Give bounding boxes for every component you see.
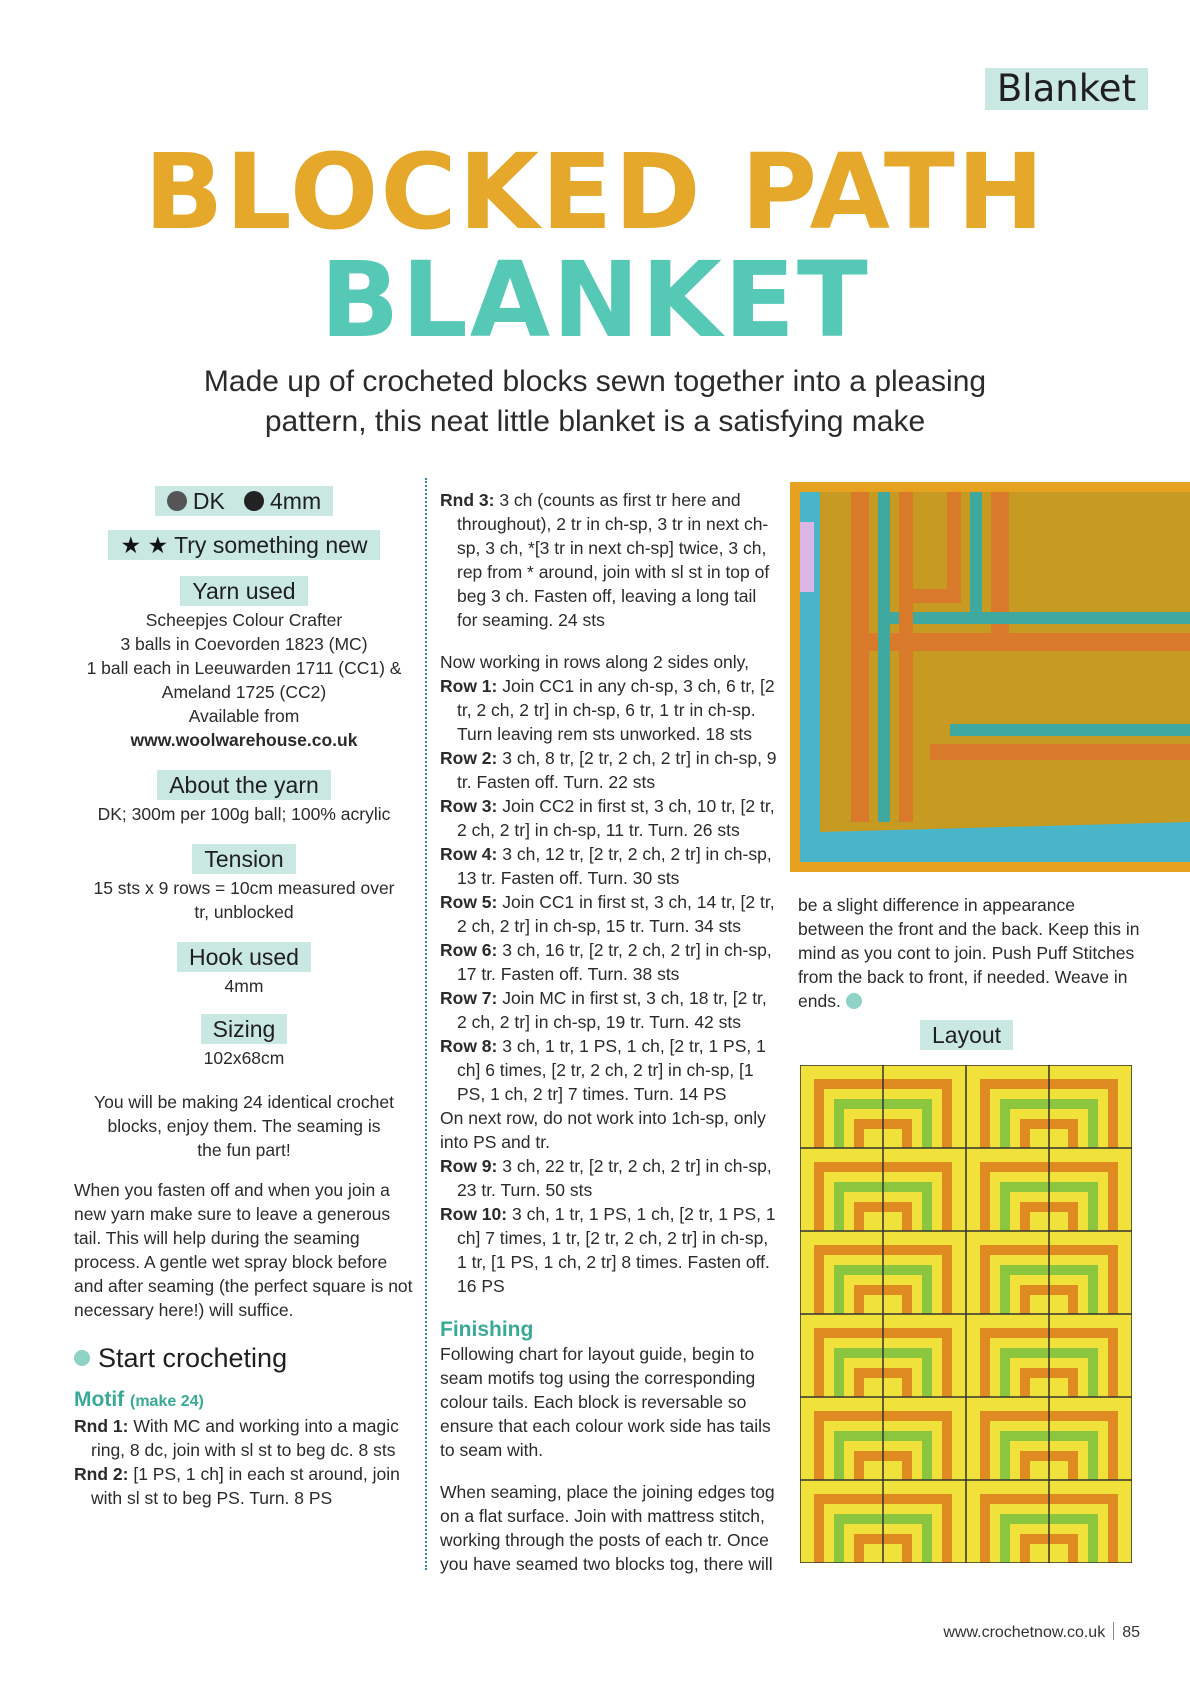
pattern-round: [74, 1462, 414, 1510]
sizing-text: 102x68cm: [203, 1048, 285, 1068]
section-tag: Blanket: [985, 68, 1148, 110]
pattern-row: [440, 890, 780, 938]
row-text: 3 ch, 22 tr, [2 tr, 2 ch, 2 tr] in ch-sp, 23 tr. Turn. 50 sts: [457, 1156, 772, 1200]
hook-size-label: 4mm: [270, 488, 322, 514]
round-text: With MC and working into a magic ring, 8 dc, join with sl st to beg dc. 8 sts: [91, 1416, 399, 1460]
standfirst: [80, 362, 1110, 442]
row-label: Row 5:: [440, 892, 498, 912]
row-text: 3 ch, 1 tr, 1 PS, 1 ch, [2 tr, 1 PS, 1 ch] 7 times, 1 tr, [2 tr, 2 ch, 2 tr] in ch-sp, 1 tr, [1 PS, 1 ch, 2 tr] 8 times. Fasten off. 16 PS: [457, 1204, 776, 1296]
pattern-row: [440, 1202, 780, 1298]
tension-text: [74, 876, 414, 924]
standfirst-line-1: Made up of crocheted blocks sewn together into a pleasing: [203, 365, 987, 398]
row-text: 3 ch, 1 tr, 1 PS, 1 ch, [2 tr, 1 PS, 1 ch] 6 times, [2 tr, 2 ch, 2 tr] in ch-sp, [1 PS, 1 ch, 2 tr] 7 times. Turn. 14 PS: [457, 1036, 766, 1104]
yarn-line: Scheepjes Colour Crafter: [145, 610, 343, 630]
continuation-text: [798, 893, 1143, 1013]
blanket-photo: [800, 492, 1190, 862]
row-label: Row 4:: [440, 844, 498, 864]
yarn-line: 3 balls in Coevorden 1823 (MC): [120, 634, 368, 654]
row-text: 3 ch, 16 tr, [2 tr, 2 ch, 2 tr] in ch-sp, 17 tr. Fasten off. Turn. 38 sts: [457, 940, 772, 984]
row-label: Row 8:: [440, 1036, 498, 1056]
motif-make-count: (make 24): [130, 1393, 204, 1410]
row-label: Row 9:: [440, 1156, 498, 1176]
layout-heading-wrap: [920, 1012, 1013, 1050]
next-row-note: On next row, do not work into 1ch-sp, only into PS and tr.: [440, 1108, 766, 1152]
yarn-supplier-link[interactable]: www.woolwarehouse.co.uk: [130, 730, 358, 750]
pattern-row: [440, 986, 780, 1034]
row-label: Row 3:: [440, 796, 498, 816]
row-text: 3 ch, 12 tr, [2 tr, 2 ch, 2 tr] in ch-sp, 13 tr. Fasten off. Turn. 30 sts: [457, 844, 772, 888]
weight-label: DK: [192, 488, 225, 514]
intro-text: You will be making 24 identical crochet blocks, enjoy them. The seaming is the fun part!: [94, 1092, 394, 1160]
layout-chart-graphic: [800, 1065, 1132, 1563]
footer-separator: [1113, 1622, 1114, 1640]
hook-used-heading: Hook used: [177, 942, 311, 972]
finishing-text: Following chart for layout guide, begin to seam motifs tog using the corresponding colour tails. Each block is reversable so ensure that each colour work side has tails to seam with.: [440, 1344, 771, 1460]
pattern-row: [440, 1154, 780, 1202]
pattern-row: [440, 746, 780, 794]
continuation-paragraph: be a slight difference in appearance between the front and the back. Keep this in mind as you cont to join. Push Puff Stitches from the back to front, if needed. Weave in ends.: [798, 895, 1140, 1011]
page-number: 85: [1122, 1624, 1140, 1641]
yarn-line: 1 ball each in Leeuwarden 1711 (CC1) &: [86, 658, 402, 678]
row-label: Row 10:: [440, 1204, 508, 1224]
yarn-line: Available from: [188, 706, 300, 726]
yarn-ball-icon: [74, 1350, 90, 1366]
tension-line: tr, unblocked: [194, 902, 294, 922]
star-icon: ★: [120, 532, 142, 558]
layout-chart: [800, 1065, 1132, 1563]
row-text: 3 ch, 8 tr, [2 tr, 2 ch, 2 tr] in ch-sp, 9 tr. Fasten off. Turn. 22 sts: [457, 748, 777, 792]
yarn-line: Ameland 1725 (CC2): [161, 682, 327, 702]
pattern-round: [440, 488, 780, 632]
sizing-heading: Sizing: [201, 1014, 288, 1044]
row-text: Join MC in first st, 3 ch, 18 tr, [2 tr, 2 ch, 2 tr] in ch-sp, 19 tr. Turn. 42 sts: [457, 988, 767, 1032]
round-label: Rnd 2:: [74, 1464, 129, 1484]
motif-heading: [74, 1388, 414, 1414]
motif-label: Motif: [74, 1388, 125, 1411]
pattern-row: [440, 842, 780, 890]
layout-heading: Layout: [920, 1020, 1013, 1050]
title-line-1: BLOCKED PATH: [144, 131, 1046, 253]
info-column: [74, 478, 414, 1510]
pattern-row: [440, 1034, 780, 1106]
tension-heading: Tension: [192, 844, 295, 874]
column-divider: [425, 478, 427, 1570]
rows-list: [440, 674, 780, 1106]
yarn-ball-icon: [167, 491, 187, 511]
row-label: Row 1:: [440, 676, 498, 696]
round-text: [1 PS, 1 ch] in each st around, join with sl st to beg PS. Turn. 8 PS: [91, 1464, 400, 1508]
rows-intro: Now working in rows along 2 sides only,: [440, 652, 749, 672]
standfirst-line-2: pattern, this neat little blanket is a satisfying make: [264, 405, 926, 438]
tips-text: When you fasten off and when you join a new yarn make sure to leave a generous tail. This will help during the seaming process. A gentle wet spray block before and after seaming (the perfect square is not necessary here!) will suffice.: [74, 1180, 413, 1320]
round-label: Rnd 1:: [74, 1416, 129, 1436]
pattern-row: [440, 674, 780, 746]
row-text: Join CC1 in any ch-sp, 3 ch, 6 tr, [2 tr, 2 ch, 2 tr] in ch-sp, 6 tr, 1 tr in ch-sp. Turn leaving rem sts unworked. 18 sts: [457, 676, 775, 744]
weight-hook-badge: [155, 486, 333, 516]
row-label: Row 7:: [440, 988, 498, 1008]
title-line-2: BLANKET: [320, 239, 870, 361]
pattern-round: [74, 1414, 414, 1462]
hook-icon: [244, 491, 264, 511]
yarn-ball-icon: [846, 993, 862, 1009]
row-text: Join CC2 in first st, 3 ch, 10 tr, [2 tr, 2 ch, 2 tr] in ch-sp, 11 tr. Turn. 26 sts: [457, 796, 775, 840]
yarn-used-heading: Yarn used: [180, 576, 307, 606]
finishing-heading: Finishing: [440, 1318, 534, 1341]
start-crocheting-heading: [74, 1343, 414, 1373]
star-icon: ★: [147, 532, 169, 558]
pattern-column: [440, 488, 780, 1576]
start-heading-label: Start crocheting: [98, 1343, 288, 1373]
round-text: 3 ch (counts as first tr here and throughout), 2 tr in ch-sp, 3 tr in next ch-sp, 3 ch, *[3 tr in next ch-sp] twice, 3 ch, rep from * around, join with sl st in top of beg 3 ch. Fasten off, leaving a long tail for seaming. 24 sts: [457, 490, 770, 630]
rows-list: [440, 1154, 780, 1298]
about-yarn-text: DK; 300m per 100g ball; 100% acrylic: [97, 804, 391, 824]
pattern-row: [440, 794, 780, 842]
row-label: Row 6:: [440, 940, 498, 960]
blanket-photo-illustration: [800, 492, 1190, 862]
seaming-text: When seaming, place the joining edges tog on a flat surface. Join with mattress stitch, working through the posts of each tr. Once you have seamed two blocks tog, there will: [440, 1482, 775, 1574]
tension-line: 15 sts x 9 rows = 10cm measured over: [93, 878, 395, 898]
difficulty-badge: [108, 530, 379, 560]
hook-used-text: 4mm: [224, 976, 264, 996]
row-text: Join CC1 in first st, 3 ch, 14 tr, [2 tr, 2 ch, 2 tr] in ch-sp, 15 tr. Turn. 34 sts: [457, 892, 775, 936]
about-yarn-heading: About the yarn: [157, 770, 331, 800]
row-label: Row 2:: [440, 748, 498, 768]
page-footer: [880, 1622, 1140, 1642]
pattern-row: [440, 938, 780, 986]
difficulty-label: Try something new: [174, 532, 368, 558]
yarn-details: [74, 608, 414, 752]
round-label: Rnd 3:: [440, 490, 495, 510]
footer-url[interactable]: www.crochetnow.co.uk: [943, 1624, 1106, 1641]
